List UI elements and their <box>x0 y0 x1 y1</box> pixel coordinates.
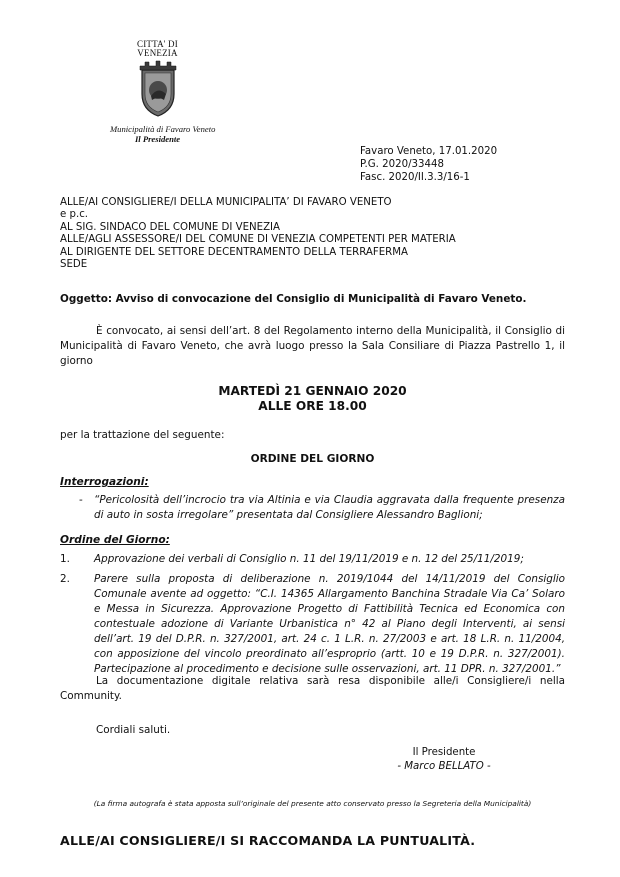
list-item-text: Parere sulla proposta di deliberazione n. 2019/1044 del 14/11/2019 del Consiglio Comunale avente ad oggetto: “C.I. 14365 Allargamento Banchina Stradale Via Ca’ Solaro e Messa in Sicurezza. Approvazione Progetto di Fattibilità Tecnica ed Economica con contestuale adozione di Variante Urbanistica n° 42 al Piano degli Interventi, ai sensi dell’art. 19 del D.P.R. n. 327/2001, art. 24 c. 1 L.R. n. 27/2003 e art. 18 L.R. n. 11/2004, con apposizione del vincolo preordinato all’esproprio (artt. 10 e 19 D.P.R. n. 327/2001). Partecipazione al procedimento e decisione sulle osservazioni, art. 11 DPR. n. 327/2001.” <box>94 573 565 675</box>
place-date: Favaro Veneto, 17.01.2020 <box>360 146 498 157</box>
list-item <box>60 552 565 567</box>
subject-line: Oggetto: Avviso di convocazione del Consiglio di Municipalità di Favaro Veneto. <box>60 293 527 305</box>
signature-note: (La firma autografa è stata apposta sull’originale del presente atto conservato presso la Segreteria della Municipalità) <box>93 799 532 808</box>
agenda-heading: Ordine del Giorno: <box>60 534 170 546</box>
list-marker: 2. <box>60 573 70 585</box>
list-marker: 1. <box>60 553 70 565</box>
list-item-text: “Pericolosità dell’incrocio tra via Altinia e via Claudia aggravata dalla frequente presenza di auto in sosta irregolare” presentata dal Consigliere Alessandro Baglioni; <box>94 494 565 521</box>
signature-block <box>384 746 504 774</box>
punctuality-notice: ALLE/AI CONSIGLIERE/I SI RACCOMANDA LA PUNTUALITÀ. <box>60 833 476 848</box>
recipient-line: ALLE/AGLI ASSESSORE/I DEL COMUNE DI VENEZIA COMPETENTI PER MATERIA <box>60 234 456 246</box>
recipient-line: ALLE/AI CONSIGLIERE/I DELLA MUNICIPALITA’ DI FAVARO VENETO <box>60 197 392 208</box>
for-discussion-text: per la trattazione del seguente: <box>60 429 225 441</box>
list-item <box>60 493 565 523</box>
signature-name: - Marco BELLATO - <box>397 761 491 772</box>
protocol-number: P.G. 2020/33448 <box>360 159 444 170</box>
municipality-name: Municipalità di Favaro Veneto <box>110 124 216 134</box>
venice-coat-of-arms-icon <box>136 60 180 120</box>
reference-block <box>360 145 497 184</box>
list-marker: - <box>79 494 83 506</box>
recipient-line: SEDE <box>60 259 88 271</box>
agenda-title: ORDINE DEL GIORNO <box>250 453 375 465</box>
meeting-time: ALLE ORE 18.00 <box>258 399 367 413</box>
signature-role: Il Presidente <box>412 747 476 758</box>
greeting: Cordiali saluti. <box>96 724 171 736</box>
list-item-text: Approvazione dei verbali di Consiglio n. 11 del 19/11/2019 e n. 12 del 25/11/2019; <box>94 553 524 565</box>
file-number: Fasc. 2020/II.3.3/16-1 <box>360 172 470 183</box>
header-role: Il Presidente <box>134 134 181 144</box>
list-item <box>60 572 565 677</box>
recipient-line: e p.c. <box>60 209 89 221</box>
recipients-block <box>60 197 456 271</box>
documentation-paragraph <box>60 674 565 704</box>
intro-text: È convocato, ai sensi dell’art. 8 del Regolamento interno della Municipalità, il Consiglio di Municipalità di Favaro Veneto, che avrà luogo presso la Sala Consiliare di Piazza Pastrello 1, il giorno <box>60 325 565 368</box>
meeting-date: MARTEDÌ 21 GENNAIO 2020 <box>218 384 407 398</box>
documentation-text: La documentazione digitale relativa sarà resa disponibile alle/i Consigliere/i nella Community. <box>60 675 565 703</box>
questions-heading: Interrogazioni: <box>60 476 149 488</box>
city-name-line2: VENEZIA <box>137 48 178 58</box>
letterhead <box>110 39 216 144</box>
city-name-line1: CITTA' DI <box>137 39 178 49</box>
intro-paragraph <box>60 324 565 370</box>
recipient-line: AL SIG. SINDACO DEL COMUNE DI VENEZIA <box>60 221 281 233</box>
recipient-line: AL DIRIGENTE DEL SETTORE DECENTRAMENTO DELLA TERRAFERMA <box>60 246 409 258</box>
